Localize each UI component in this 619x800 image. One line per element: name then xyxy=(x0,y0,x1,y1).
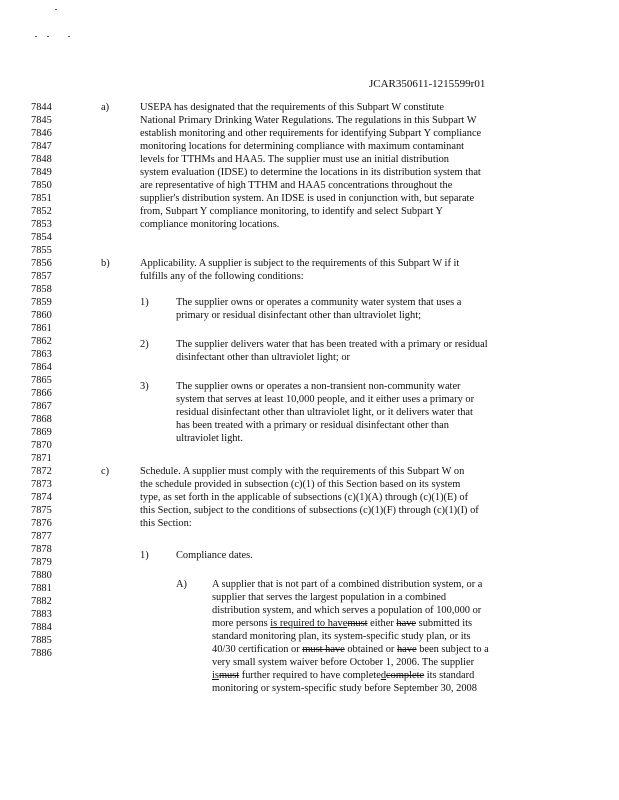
line-number: 7862 xyxy=(31,336,52,347)
section-a-line: USEPA has designated that the requirements of this Subpart W constitute xyxy=(140,102,444,113)
inserted-text: d xyxy=(380,670,387,681)
line-number: 7845 xyxy=(31,115,52,126)
subitem-a-line: A supplier that is not part of a combined distribution system, or a xyxy=(212,579,483,590)
section-c-line: type, as set forth in the applicable of subsections (c)(1)(A) through (c)(1)(E) of xyxy=(140,492,469,503)
line-number: 7867 xyxy=(31,401,52,412)
section-a-line: monitoring locations for determining compliance with maximum contaminant xyxy=(140,141,465,152)
scan-speck xyxy=(35,36,37,37)
scan-speck xyxy=(55,9,57,10)
section-a-line: are representative of high TTHM and HAA5 concentrations throughout the xyxy=(140,180,453,191)
line-number: 7870 xyxy=(31,440,52,451)
document-id: JCAR350611-1215599r01 xyxy=(369,78,486,90)
line-number: 7882 xyxy=(31,596,52,607)
subitem-a-line xyxy=(212,669,474,682)
section-marker: a) xyxy=(101,102,110,113)
text-run: been subject to a xyxy=(416,644,489,655)
deleted-text: have xyxy=(396,644,417,655)
line-number: 7857 xyxy=(31,271,52,282)
text-run: its standard xyxy=(424,670,475,681)
line-number: 7879 xyxy=(31,557,52,568)
subitem-marker: A) xyxy=(176,579,187,590)
section-c-line: the schedule provided in subsection (c)(1) of this Section based on its system xyxy=(140,479,461,490)
line-number: 7859 xyxy=(31,297,52,308)
section-a-line: from, Subpart Y compliance monitoring, to identify and select Subpart Y xyxy=(140,206,443,217)
line-number: 7872 xyxy=(31,466,52,477)
line-number: 7863 xyxy=(31,349,52,360)
section-marker: b) xyxy=(101,258,110,269)
subitem-a-line: monitoring or system-specific study before September 30, 2008 xyxy=(212,683,477,694)
line-number: 7871 xyxy=(31,453,52,464)
line-number: 7884 xyxy=(31,622,52,633)
scan-speck xyxy=(47,36,49,37)
line-number: 7864 xyxy=(31,362,52,373)
text-run: obtained or xyxy=(344,644,397,655)
line-number: 7847 xyxy=(31,141,52,152)
item-marker: 1) xyxy=(140,550,149,561)
text-run: either xyxy=(367,618,397,629)
line-number: 7851 xyxy=(31,193,52,204)
section-a-line: establish monitoring and other requirements for identifying Subpart Y compliance xyxy=(140,128,482,139)
subitem-a-line xyxy=(212,643,489,656)
section-a-line: system evaluation (IDSE) to determine the locations in its distribution system that xyxy=(140,167,481,178)
line-number: 7854 xyxy=(31,232,52,243)
item-1-line: The supplier owns or operates a community water system that uses a xyxy=(176,297,462,308)
line-number: 7866 xyxy=(31,388,52,399)
line-number: 7881 xyxy=(31,583,52,594)
inserted-text: is required to have xyxy=(270,618,348,629)
scan-speck xyxy=(68,36,70,37)
line-number: 7855 xyxy=(31,245,52,256)
item-3-line: ultraviolet light. xyxy=(176,433,243,444)
line-number: 7876 xyxy=(31,518,52,529)
text-run: further required to have complete xyxy=(239,670,381,681)
subitem-a-line: supplier that serves the largest population in a combined xyxy=(212,592,447,603)
item-2-line: The supplier delivers water that has been treated with a primary or residual xyxy=(176,339,488,350)
line-number: 7856 xyxy=(31,258,52,269)
line-number: 7868 xyxy=(31,414,52,425)
line-number: 7883 xyxy=(31,609,52,620)
section-c-line: this Section: xyxy=(140,518,192,529)
section-c-line: this Section, subject to the conditions of subsections (c)(1)(F) through (c)(1)(I) of xyxy=(140,505,479,516)
item-3-line: has been treated with a primary or residual disinfectant other than xyxy=(176,420,449,431)
deleted-text: complete xyxy=(386,670,425,681)
line-number: 7865 xyxy=(31,375,52,386)
deleted-text: must xyxy=(347,618,368,629)
item-3-line: residual disinfectant other than ultraviolet light, or it delivers water that xyxy=(176,407,473,418)
line-number: 7885 xyxy=(31,635,52,646)
line-number: 7858 xyxy=(31,284,52,295)
section-a-line: supplier's distribution system. An IDSE is used in conjunction with, but separate xyxy=(140,193,475,204)
compliance-dates-heading: Compliance dates. xyxy=(176,550,253,561)
section-a-line: compliance monitoring locations. xyxy=(140,219,280,230)
item-marker: 1) xyxy=(140,297,149,308)
line-number: 7886 xyxy=(31,648,52,659)
subitem-a-line xyxy=(212,617,472,630)
deleted-text: must have xyxy=(302,644,345,655)
deleted-text: have xyxy=(396,618,417,629)
section-a-line: levels for TTHMs and HAA5. The supplier must use an initial distribution xyxy=(140,154,449,165)
text-run: more persons xyxy=(212,618,271,629)
deleted-text: must xyxy=(218,670,240,681)
line-number: 7869 xyxy=(31,427,52,438)
item-marker: 2) xyxy=(140,339,149,350)
subitem-a-line: distribution system, and which serves a population of 100,000 or xyxy=(212,605,482,616)
line-number: 7846 xyxy=(31,128,52,139)
item-3-line: system that serves at least 10,000 people, and it either uses a primary or xyxy=(176,394,475,405)
subitem-a-line: very small system waiver before October 1, 2006. The supplier xyxy=(212,657,475,668)
line-number: 7861 xyxy=(31,323,52,334)
text-run: submitted its xyxy=(416,618,473,629)
line-number: 7853 xyxy=(31,219,52,230)
section-c-line: Schedule. A supplier must comply with the requirements of this Subpart W on xyxy=(140,466,465,477)
line-number: 7848 xyxy=(31,154,52,165)
line-number: 7875 xyxy=(31,505,52,516)
line-number: 7878 xyxy=(31,544,52,555)
section-b-line: fulfills any of the following conditions: xyxy=(140,271,304,282)
item-1-line: primary or residual disinfectant other than ultraviolet light; xyxy=(176,310,421,321)
item-2-line: disinfectant other than ultraviolet light; or xyxy=(176,352,350,363)
line-number: 7844 xyxy=(31,102,52,113)
item-marker: 3) xyxy=(140,381,149,392)
section-marker: c) xyxy=(101,466,110,477)
line-number: 7877 xyxy=(31,531,52,542)
section-b-line: Applicability. A supplier is subject to the requirements of this Subpart W if it xyxy=(140,258,460,269)
line-number: 7873 xyxy=(31,479,52,490)
line-number: 7874 xyxy=(31,492,52,503)
line-number: 7849 xyxy=(31,167,52,178)
line-number: 7852 xyxy=(31,206,52,217)
text-run: 40/30 certification or xyxy=(212,644,303,655)
section-a-line: National Primary Drinking Water Regulations. The regulations in this Subpart W xyxy=(140,115,477,126)
subitem-a-line: standard monitoring plan, its system-specific study plan, or its xyxy=(212,631,471,642)
item-3-line: The supplier owns or operates a non-transient non-community water xyxy=(176,381,461,392)
line-number: 7860 xyxy=(31,310,52,321)
line-number: 7850 xyxy=(31,180,52,191)
line-number: 7880 xyxy=(31,570,52,581)
inserted-text: is xyxy=(212,670,219,681)
